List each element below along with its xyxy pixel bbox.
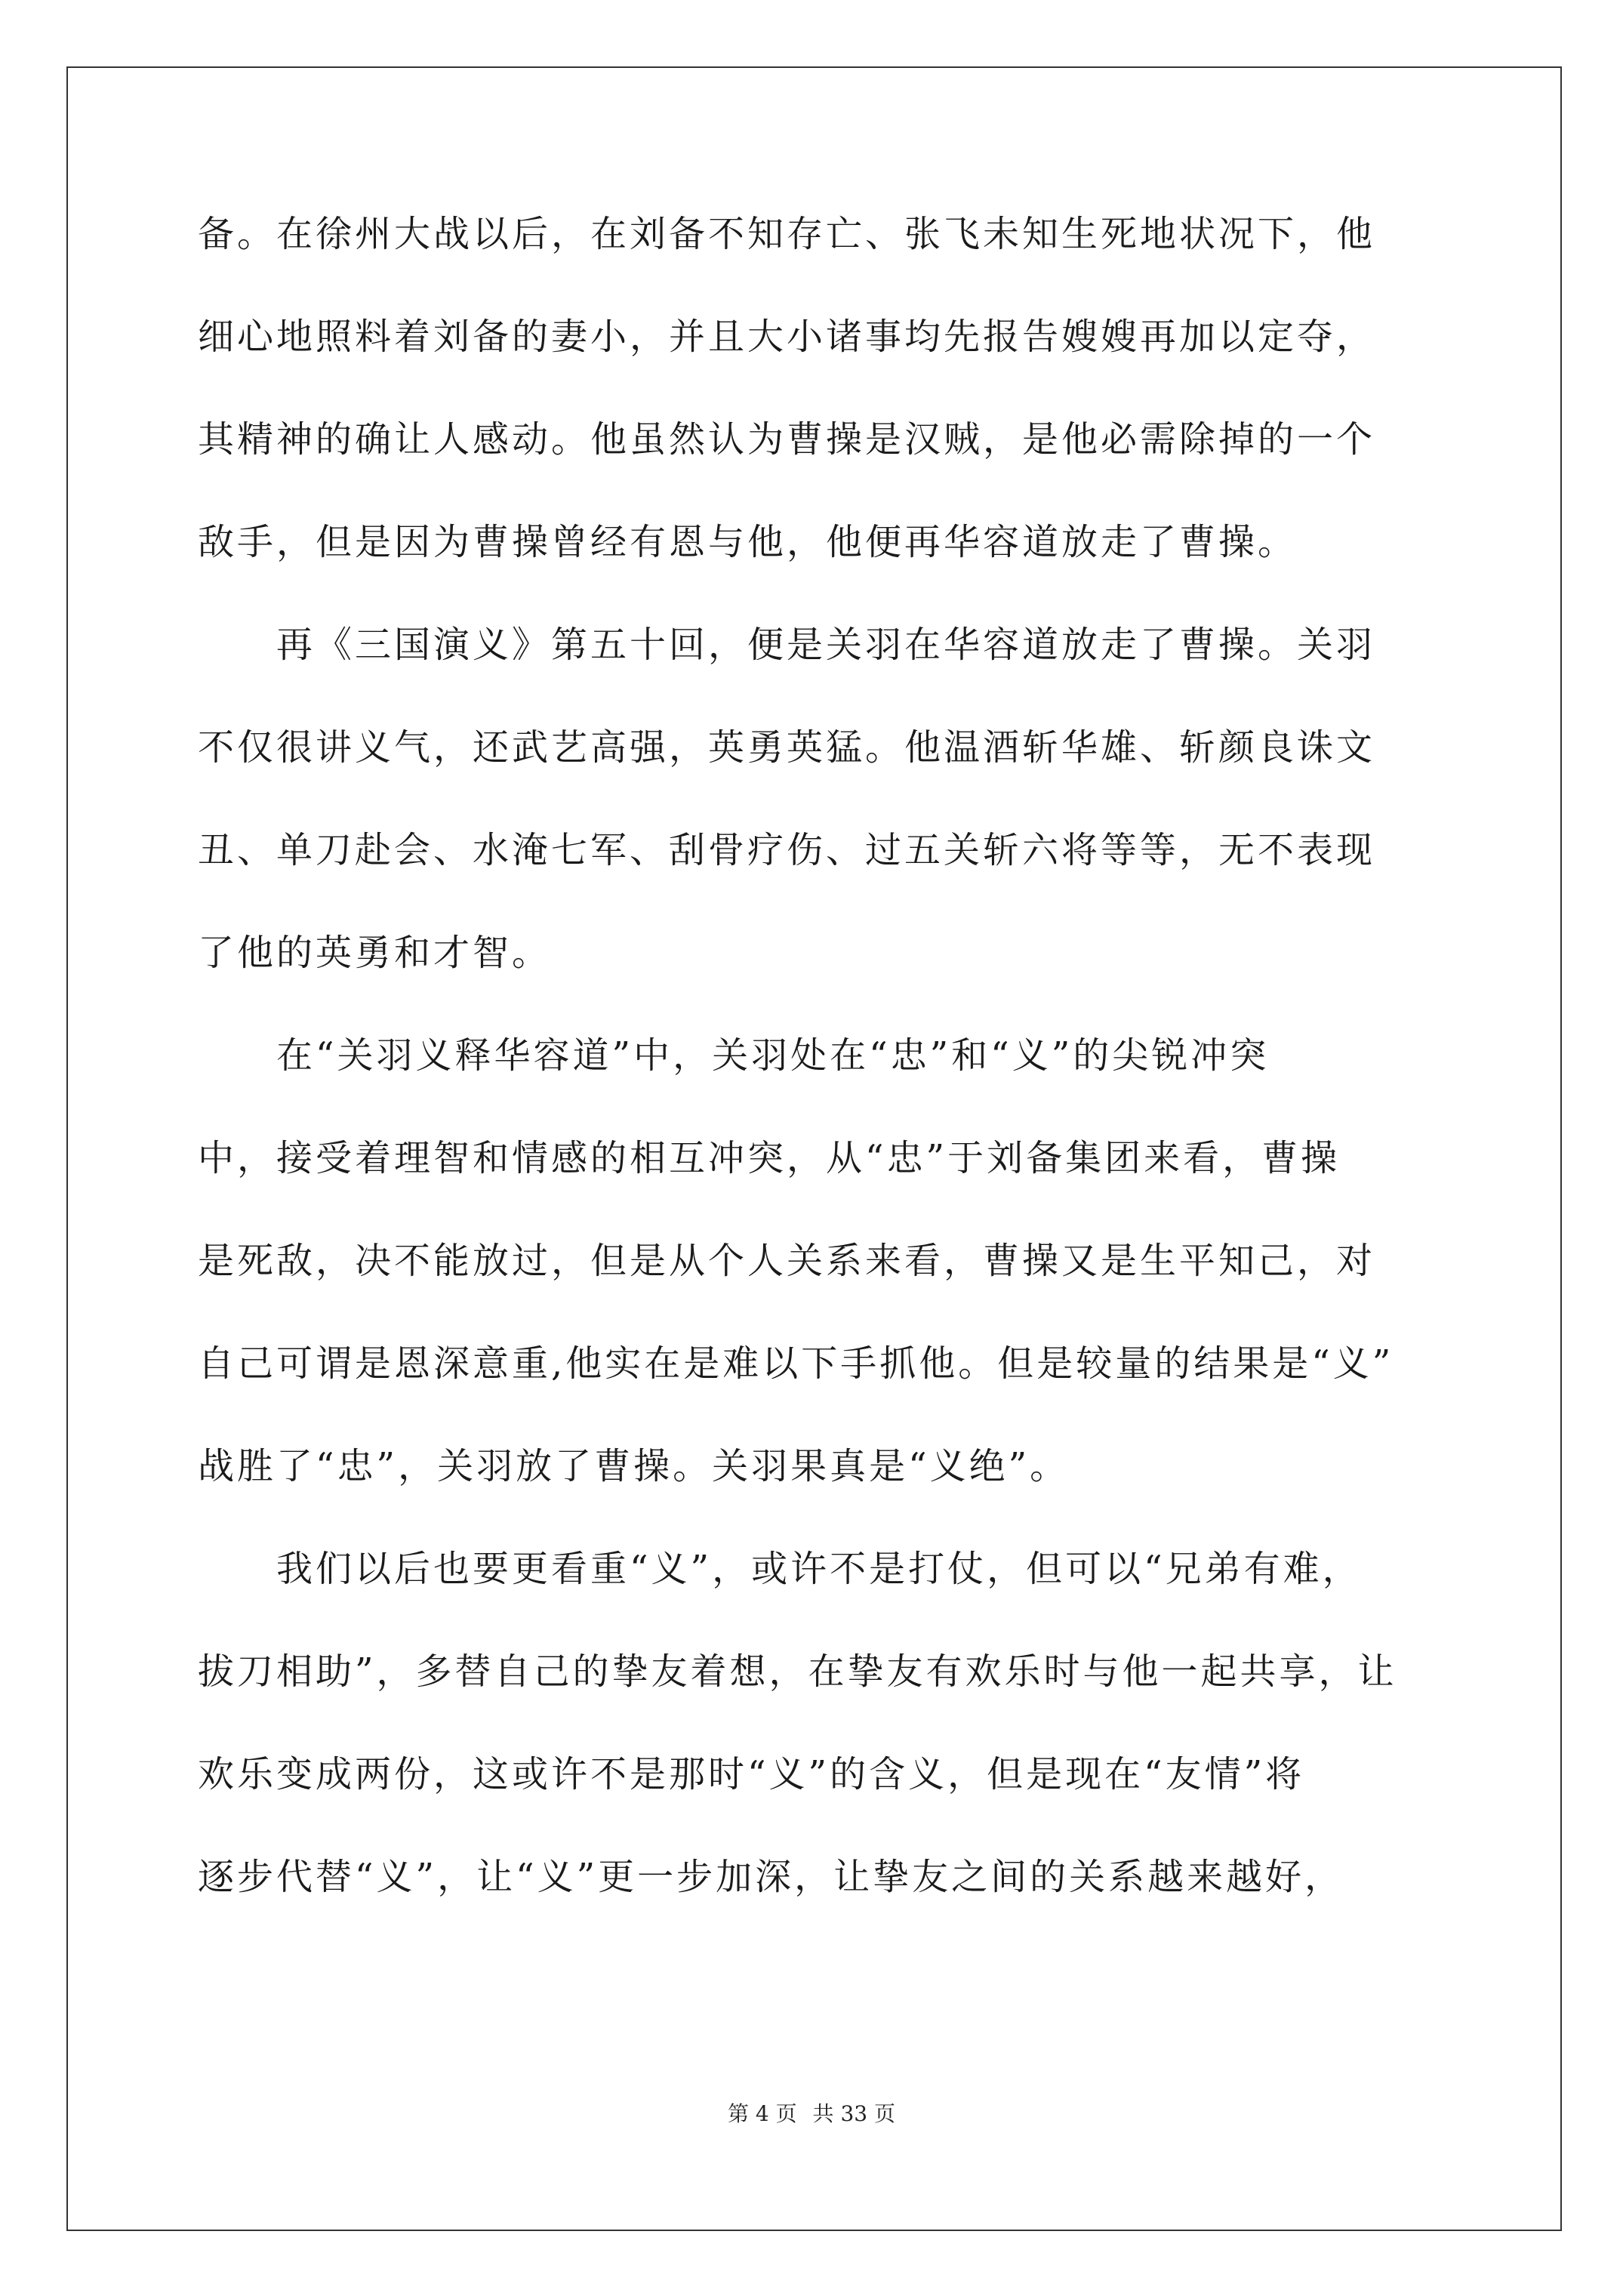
text-line: 丑、单刀赴会、水淹七军、刮骨疗伤、过五关斩六将等等，无不表现 (198, 829, 1376, 871)
text-line: 欢乐变成两份，这或许不是那时“义”的含义，但是现在“友情”将 (198, 1753, 1305, 1795)
paragraph-1 (198, 214, 1436, 625)
text-line: 备。在徐州大战以后，在刘备不知存亡、张飞未知生死地状况下，他 (198, 213, 1376, 255)
text-line: 我们以后也要更看重“义”，或许不是打仗，但可以“兄弟有难， (198, 1548, 1362, 1590)
text-line: 其精神的确让人感动。他虽然认为曹操是汉贼，是他必需除掉的一个 (198, 418, 1376, 461)
text-line: 敌手，但是因为曹操曾经有恩与他，他便再华容道放走了曹操。 (198, 521, 1298, 563)
text-line: 战胜了“忠”，关羽放了曹操。关羽果真是“义绝”。 (198, 1445, 1070, 1487)
page-total: 共 33 页 (812, 2101, 895, 2126)
text-line: 细心地照料着刘备的妻小，并且大小诸事均先报告嫂嫂再加以定夺， (198, 316, 1376, 358)
paragraph-2 (198, 625, 1436, 1036)
text-line: 自己可谓是恩深意重,他实在是难以下手抓他。但是较量的结果是“义” (198, 1342, 1394, 1385)
text-line: 了他的英勇和才智。 (198, 932, 552, 974)
page-footer (0, 2097, 1623, 2128)
document-body (198, 214, 1436, 1960)
page-number: 第 4 页 (728, 2101, 797, 2126)
text-line: 拔刀相助”，多替自己的挚友着想，在挚友有欢乐时与他一起共享，让 (198, 1650, 1397, 1693)
text-line: 中，接受着理智和情感的相互冲突，从“忠”于刘备集团来看，曹操 (198, 1137, 1341, 1179)
paragraph-3 (198, 1036, 1436, 1549)
text-line: 是死敌，决不能放过，但是从个人关系来看，曹操又是生平知己，对 (198, 1240, 1376, 1282)
text-line: 在“关羽义释华容道”中，关羽处在“忠”和“义”的尖锐冲突 (198, 1034, 1270, 1077)
text-line: 逐步代替“义”，让“义”更一步加深，让挚友之间的关系越来越好， (198, 1856, 1344, 1898)
paragraph-4 (198, 1549, 1436, 1960)
text-line: 不仅很讲义气，还武艺高强，英勇英猛。他温酒斩华雄、斩颜良诛文 (198, 726, 1376, 769)
text-line: 再《三国演义》第五十回，便是关羽在华容道放走了曹操。关羽 (198, 624, 1376, 666)
